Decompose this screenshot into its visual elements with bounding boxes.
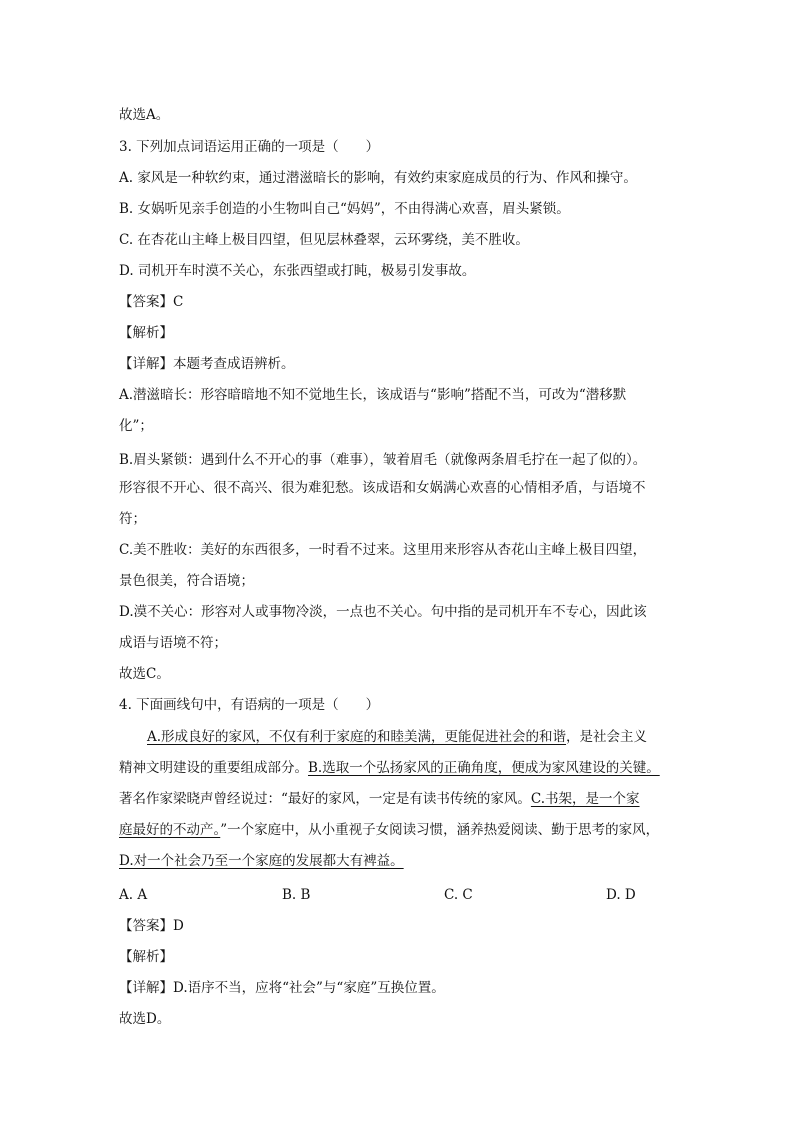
question-4-stem: 4. 下面画线句中，有语病的一项是（ ）: [119, 697, 380, 713]
question-4-detail: 【详解】D.语序不当，应将“社会”与“家庭”互换位置。: [119, 980, 445, 996]
choice-b: B. B: [282, 887, 311, 903]
line-conclusion-1: 故选A。: [119, 107, 170, 123]
question-3-option-d: D. 司机开车时漠不关心，东张西望或打盹，极易引发事故。: [119, 263, 476, 279]
explain-d-line-1: D.漠不关心：形容对人或事物冷淡，一点也不关心。句中指的是司机开车不专心，因此该: [119, 604, 647, 620]
underlined-sentence-c-part-1: C.书架，是一个家: [530, 791, 640, 807]
line-conclusion-3: 故选D。: [119, 1011, 171, 1027]
question-3-option-a: A. 家风是一种软约束，通过潜滋暗长的影响，有效约束家庭成员的行为、作风和操守。: [119, 170, 637, 186]
passage-line-1: [147, 727, 647, 747]
underlined-sentence-b: B.选取一个弘扬家风的正确角度，便成为家风建设的关键。: [308, 760, 660, 776]
line-conclusion-2: 故选C。: [119, 666, 170, 682]
choice-c: C. C: [444, 887, 473, 903]
explain-d-line-2: 成语与语境不符；: [119, 635, 227, 651]
choice-d: D. D: [606, 887, 636, 903]
explain-b-line-3: 符；: [119, 511, 146, 527]
question-4-analysis-heading: 【解析】: [119, 949, 173, 965]
explain-c-line-2: 景色很美，符合语境；: [119, 573, 254, 589]
passage-line-5: [119, 851, 404, 871]
passage-text: 精神文明建设的重要组成部分。: [119, 760, 308, 776]
explain-a-line-1: A.潜滋暗长：形容暗暗地不知不觉地生长，该成语与“影响”搭配不当，可改为“潜移默: [119, 387, 627, 403]
passage-line-3: [119, 789, 640, 809]
question-3-answer: 【答案】C: [119, 294, 184, 310]
question-4-answer: 【答案】D: [119, 918, 184, 934]
underlined-sentence-c-part-2: 庭最好的不动产。: [119, 822, 221, 838]
explain-c-line-1: C.美不胜收：美好的东西很多，一时看不过来。这里用来形容从杏花山主峰上极目四望，: [119, 542, 647, 558]
question-3-option-b: B. 女娲听见亲手创造的小生物叫自己“妈妈”，不由得满心欢喜，眉头紧锁。: [119, 201, 570, 217]
question-3-option-c: C. 在杏花山主峰上极目四望，但见层林叠翠，云环雾绕，美不胜收。: [119, 232, 529, 248]
explain-b-line-2: 形容很不开心、很不高兴、很为难犯愁。该成语和女娲满心欢喜的心情相矛盾，与语境不: [119, 480, 646, 496]
question-3-analysis-heading: 【解析】: [119, 325, 173, 341]
passage-text: ”一个家庭中，从小重视子女阅读习惯，涵养热爱阅读、勤于思考的家风，: [220, 822, 660, 838]
passage-text: 著名作家梁晓声曾经说过：“最好的家风，一定是有读书传统的家风。: [119, 791, 531, 807]
choice-a: A. A: [119, 887, 148, 903]
passage-line-2: [119, 758, 660, 778]
underlined-sentence-d: D.对一个社会乃至一个家庭的发展都大有裨益。: [119, 853, 404, 869]
explain-a-line-2: 化”；: [119, 418, 153, 434]
passage-text: ，是社会主义: [566, 729, 648, 745]
question-3-detail: 【详解】本题考查成语辨析。: [119, 356, 295, 372]
explain-b-line-1: B.眉头紧锁：遇到什么不开心的事（难事），皱着眉毛（就像两条眉毛拧在一起了似的）。: [119, 452, 647, 468]
question-3-stem: 3. 下列加点词语运用正确的一项是（ ）: [119, 139, 380, 155]
passage-line-4: [119, 820, 659, 840]
underlined-sentence-a: A.形成良好的家风，不仅有利于家庭的和睦美满，更能促进社会的和谐: [147, 729, 567, 745]
